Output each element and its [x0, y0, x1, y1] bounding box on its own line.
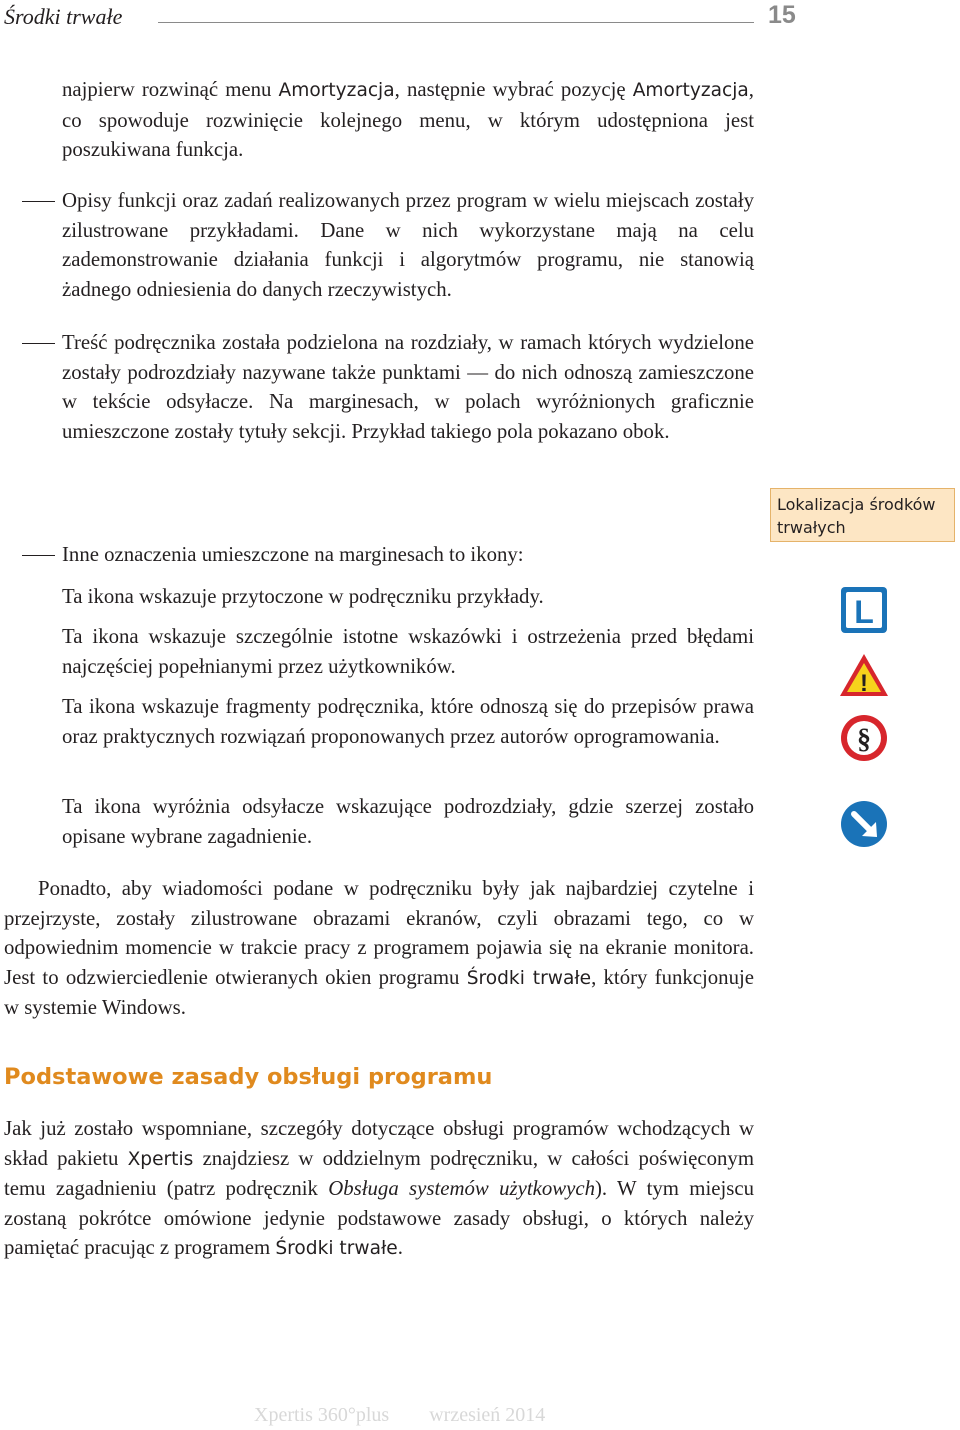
menu-name-amortyzacja: Amortyzacja: [278, 80, 395, 101]
page-footer: [254, 1404, 545, 1427]
icon-description-reference: Ta ikona wyróżnia odsyłacze wskazujące podrozdziały, gdzie szerzej zostało opisane wybrane zagadnienie.: [62, 795, 754, 848]
screenshots-text-2: , który funkcjonuje w systemie Windows.: [4, 965, 754, 1020]
section-text-4: .: [397, 1236, 403, 1260]
section-text-3: ). W tym miejscu zostaną pokrótce omówione jedynie podstawowe zasady obsługi, o których należy pamiętać pracując z programem: [4, 1177, 754, 1260]
law-paragraph-icon: [840, 714, 888, 762]
bullet-icons-paragraph: Inne oznaczenia umieszczone na marginesach to ikony:: [62, 543, 524, 566]
law-icon-symbol: §: [857, 724, 871, 755]
section-paragraph: [4, 1114, 754, 1264]
section-heading: Podstawowe zasady obsługi programu: [4, 1064, 493, 1090]
screenshots-paragraph: [4, 874, 754, 1023]
reference-arrow-icon: [840, 800, 888, 848]
footer-product: Xpertis 360°plus: [254, 1404, 390, 1426]
example-icon-letter: L: [854, 594, 874, 630]
example-icon: [840, 586, 888, 634]
running-header-title: Środki trwałe: [4, 4, 123, 29]
manual-title: Obsługa systemów użytkowych: [328, 1177, 595, 1201]
page-number: 15: [768, 1, 796, 29]
bullet-dash: [22, 343, 55, 344]
icon-description-law: Ta ikona wskazuje fragmenty podręcznika, które odnoszą się do przepisów prawa oraz praktycznych rozwiązań proponowanych przez autorów oprogramowania.: [62, 695, 754, 748]
screenshots-text-1: Ponadto, aby wiadomości podane w podręczniku były jak najbardziej czytelne i przejrzyste, zostały zilustrowane obrazami ekranów, czyli obrazami tego, co w odpowiednim momencie w trakcie pracy z programem pojawia się na ekranie monitora. Jest to odzwierciedlenie otwieranych okien programu: [4, 877, 754, 989]
section-text-2: znajdziesz w oddzielnym podręczniku, w całości poświęconym temu zagadnieniu (patrz podręcznik: [4, 1146, 754, 1201]
intro-text-3: , co spowoduje rozwinięcie kolejnego menu, w którym udostępniona jest poszukiwana funkcja.: [62, 78, 754, 162]
bullet-dash: [22, 555, 55, 556]
program-name-2: Środki trwałe: [275, 1238, 398, 1260]
intro-text-2: , następnie wybrać pozycję: [394, 78, 633, 101]
warning-icon-mark: !: [860, 670, 868, 697]
icon-description-example: Ta ikona wskazuje przytoczone w podręczniku przykłady.: [62, 585, 544, 608]
package-name: Xpertis: [127, 1148, 194, 1170]
menu-item-amortyzacja: Amortyzacja: [632, 80, 749, 101]
icon-description-warning: Ta ikona wskazuje szczególnie istotne wskazówki i ostrzeżenia przed błędami najczęściej popełnianymi przez użytkowników.: [62, 625, 754, 678]
warning-icon: [838, 652, 890, 698]
sidebar-section-label: Lokalizacja środków trwałych: [770, 488, 955, 542]
bullet-dash: [22, 201, 55, 202]
header-rule: [158, 22, 754, 23]
section-text-1: Jak już zostało wspomniane, szczegóły dotyczące obsługi programów wchodzących w skład pakietu: [4, 1117, 754, 1170]
footer-date: wrzesień 2014: [429, 1404, 546, 1426]
program-name: Środki trwałe: [466, 967, 592, 989]
intro-continued-paragraph: [62, 75, 754, 165]
bullet-structure-paragraph: Treść podręcznika została podzielona na rozdziały, w ramach których wydzielone zostały podrozdziały nazywane także punktami — do nich odnoszą zamieszczone w tekście odsyłacze. Na marginesach, w polach wyróżnionych graficznie umieszczone zostały tytuły sekcji. Przykład takiego pola pokazano obok.: [62, 331, 754, 443]
intro-text-1: najpierw rozwinąć menu: [62, 78, 279, 101]
bullet-examples-paragraph: Opisy funkcji oraz zadań realizowanych przez program w wielu miejscach zostały zilustrowane przykładami. Dane w nich wykorzystane mają na celu zademonstrowanie działania funkcji i algorytmów programu, nie stanowią żadnego odniesienia do danych rzeczywistych.: [62, 189, 754, 301]
